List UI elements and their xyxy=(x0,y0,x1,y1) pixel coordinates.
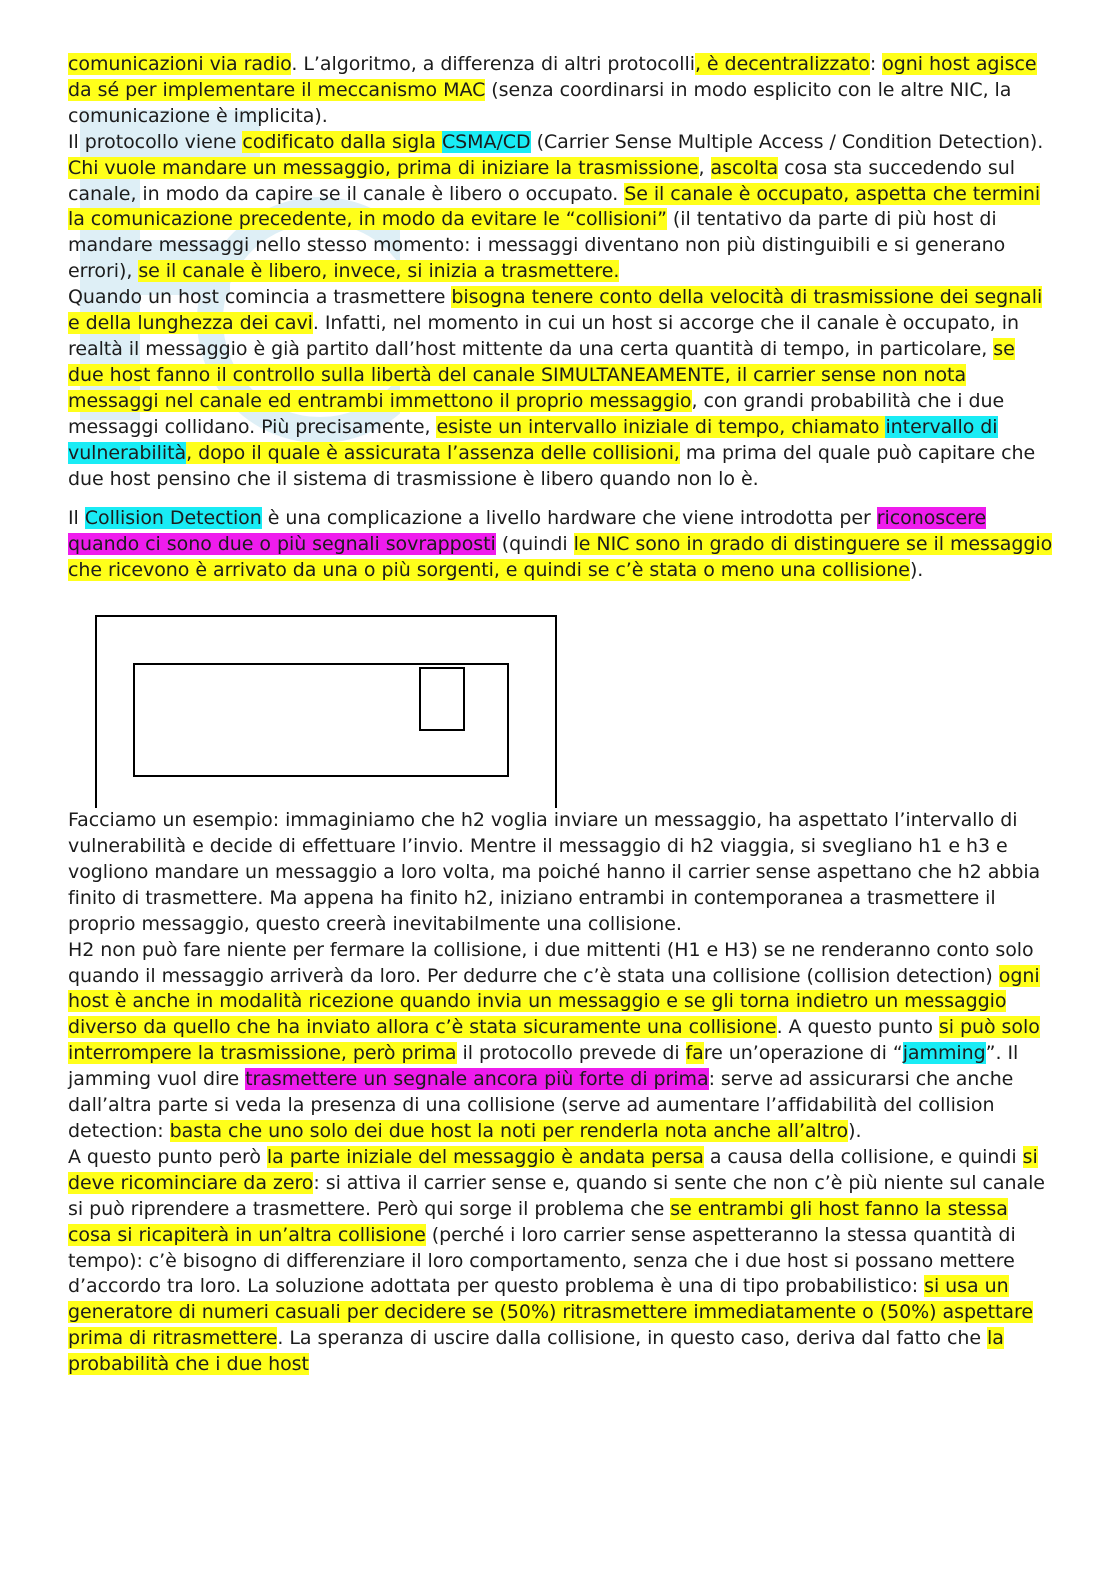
text-segment: ). xyxy=(848,1120,862,1142)
text-segment: ”. Il jamming vuol dire xyxy=(68,1042,1019,1091)
paragraph xyxy=(68,130,1053,285)
text-segment: è una complicazione a livello hardware che viene introdotta per xyxy=(261,507,877,530)
highlighted-text: Se il canale è occupato, aspetta che termini la comunicazione precedente, in modo da evitare le “collisioni” xyxy=(68,182,1041,231)
text-segment: , xyxy=(698,156,711,179)
paragraph xyxy=(68,52,1053,130)
highlighted-text: se il canale è libero, invece, si inizia a trasmettere. xyxy=(138,260,620,283)
text-segment: . La speranza di uscire dalla collisione, in questo caso, deriva dal fatto che xyxy=(277,1327,987,1350)
text-segment: : xyxy=(869,53,883,75)
text-segment: ). xyxy=(909,559,924,582)
paragraph xyxy=(68,938,1053,1145)
highlighted-text: comunicazioni via radio xyxy=(68,53,292,75)
diagram-inner-box xyxy=(134,664,508,776)
text-segment: (il tentativo da parte di più host di mandare messaggi nello stesso momento: i messaggi diventano non più distinguibili e si generano errori), xyxy=(68,208,1006,283)
text-segment: A questo punto però xyxy=(68,1145,267,1168)
text-segment: (senza coordinarsi in modo esplicito con le altre NIC, la comunicazione è implicita). xyxy=(68,78,1012,127)
highlighted-text: si può solo interrompere la trasmissione, però prima xyxy=(68,1016,1040,1065)
highlighted-text: CSMA/CD xyxy=(441,130,531,153)
highlighted-text: la parte iniziale del messaggio è andata persa xyxy=(266,1145,704,1168)
diagram-figure xyxy=(68,584,1053,808)
text-segment: , con grandi probabilità che i due messaggi collidano. Più precisamente, xyxy=(68,389,1005,438)
text-segment: (quindi xyxy=(495,533,574,556)
text-segment: Il xyxy=(68,507,85,530)
text-segment: (perché i loro carrier sense aspetteranno la stessa quantità di tempo): c’è bisogno di differenziare il loro comportamento, senza che i due host si possano mettere d’accordo tra loro. La soluzione adottata per questo problema è una di tipo probabilistico: xyxy=(68,1223,1016,1298)
highlighted-text: ascolta xyxy=(710,156,779,179)
text-segment: (Carrier Sense Multiple Access / Condition Detection). xyxy=(530,130,1044,153)
text-segment: . L’algoritmo, a differenza di altri protocolli xyxy=(291,53,695,75)
paragraph xyxy=(68,285,1053,492)
highlighted-text: jamming xyxy=(902,1042,986,1065)
diagram-small-box xyxy=(420,668,464,730)
text-segment: cosa sta succedendo sul canale, in modo da capire se il canale è libero o occupato. xyxy=(68,156,1015,205)
text-segment: il protocollo prevede di xyxy=(456,1042,686,1065)
highlighted-text: le NIC sono in grado di distinguere se il messaggio che ricevono è arrivato da una o più sorgenti, e quindi se c’è stata o meno una collisione xyxy=(68,533,1053,582)
highlighted-text: fa xyxy=(685,1042,704,1065)
highlighted-text: si usa un generatore di numeri casuali per decidere se (50%) ritrasmettere immediatamente o (50%) aspettare prima di ritrasmettere xyxy=(68,1275,1033,1350)
paragraph xyxy=(68,808,1053,938)
text-segment: : serve ad assicurarsi che anche dall’altra parte si veda la presenza di una collisione (serve ad aumentare l’affidabilità del collision detection: xyxy=(68,1068,1014,1142)
text-segment: : si attiva il carrier sense e, quando si sente che non c’è più niente sul canale si può riprendere a trasmettere. Però qui sorge il problema che xyxy=(68,1171,1045,1220)
highlighted-text: ogni host agisce da sé per implementare il meccanismo MAC xyxy=(68,53,1037,101)
highlighted-text: bisogna tenere conto della velocità di trasmissione dei segnali e della lunghezza dei cavi xyxy=(68,286,1043,335)
paragraph xyxy=(68,506,1053,584)
highlighted-text: esiste un intervallo iniziale di tempo, chiamato xyxy=(436,415,886,438)
text-segment: Quando un host comincia a trasmettere xyxy=(68,286,452,309)
highlighted-text: la probabilità che i due host xyxy=(68,1327,1004,1376)
highlighted-text: basta che uno solo dei due host la noti per renderla nota anche all’altro xyxy=(169,1120,849,1142)
diagram-outer-box xyxy=(96,616,556,808)
paragraph xyxy=(68,1145,1053,1378)
highlighted-text: se due host fanno il controllo sulla libertà del canale SIMULTANEAMENTE, il carrier sense non nota messaggi nel canale ed entrambi immettono il proprio messaggio xyxy=(68,337,1015,412)
highlighted-text: ogni host è anche in modalità ricezione quando invia un messaggio e se gli torna indietro un messaggio diverso da quello che ha inviato allora c’è stata sicuramente una collisione xyxy=(68,964,1040,1039)
highlighted-text: intervallo di vulnerabilità xyxy=(68,415,998,464)
highlighted-text: , dopo il quale è assicurata l’assenza delle collisioni, xyxy=(186,441,680,464)
text-segment: ma prima del quale può capitare che due host pensino che il sistema di trasmissione è libero quando non lo è. xyxy=(68,441,1036,490)
document-page xyxy=(68,52,1053,1378)
highlighted-text: riconoscere quando ci sono due o più segnali sovrapposti xyxy=(68,507,987,556)
highlighted-text: si deve ricominciare da zero xyxy=(68,1145,1038,1194)
highlighted-text: Collision Detection xyxy=(84,507,262,530)
highlighted-text: se entrambi gli host fanno la stessa cosa si ricapiterà in un’altra collisione xyxy=(68,1197,1008,1246)
highlighted-text: , è decentralizzato xyxy=(694,53,870,75)
highlighted-text: Chi vuole mandare un messaggio, prima di iniziare la trasmissione xyxy=(68,156,699,179)
text-segment: Facciamo un esempio: immaginiamo che h2 voglia inviare un messaggio, ha aspettato l’intervallo di vulnerabilità e decide di effettuare l’invio. Mentre il messaggio di h2 viaggia, si svegliano h1 e h3 e vogliono mandare un messaggio a loro volta, ma poiché hanno il carrier sense aspettano che h2 abbia finito di trasmettere. Ma appena ha finito h2, iniziano entrambi in contemporanea a trasmettere il proprio messaggio, questo creerà inevitabilmente una collisione. xyxy=(68,809,1041,935)
highlighted-text: trasmettere un segnale ancora più forte di prima xyxy=(245,1068,709,1091)
highlighted-text: codificato dalla sigla xyxy=(242,130,442,153)
text-segment: . A questo punto xyxy=(776,1016,939,1039)
text-segment: H2 non può fare niente per fermare la collisione, i due mittenti (H1 e H3) se ne renderanno conto solo quando il messaggio arriverà da loro. Per dedurre che c’è stata una collisione (collision detection) xyxy=(68,938,1034,987)
text-segment: Il protocollo viene xyxy=(68,130,243,153)
text-segment: re un’operazione di “ xyxy=(703,1042,903,1065)
text-segment: a causa della collisione, e quindi xyxy=(703,1145,1023,1168)
text-segment: . Infatti, nel momento in cui un host si accorge che il canale è occupato, in realtà il messaggio è già partito dall’host mittente da una certa quantità di tempo, in particolare, xyxy=(68,312,1019,360)
